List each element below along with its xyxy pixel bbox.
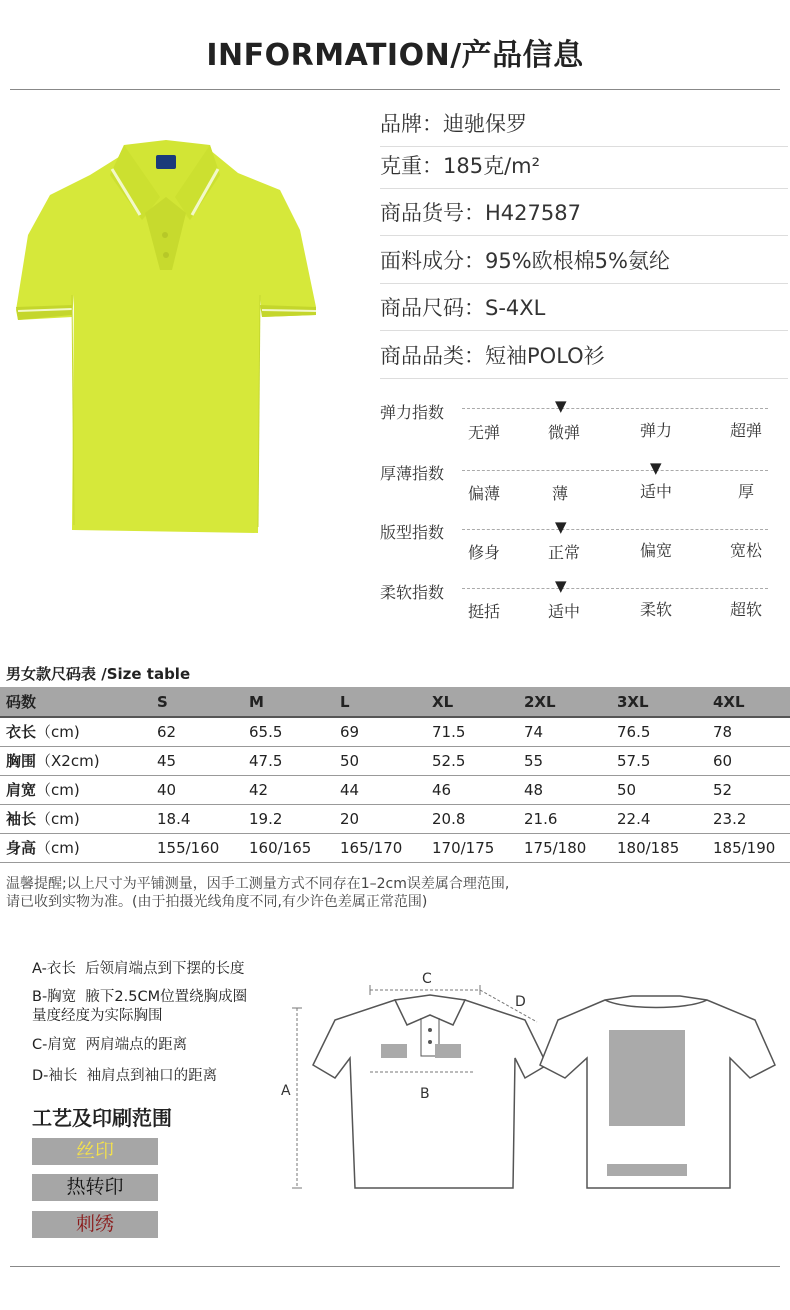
table-cell: 50 bbox=[611, 775, 707, 804]
index-fit-marker-icon: ▼ bbox=[555, 518, 567, 536]
header-cell: M bbox=[243, 687, 334, 717]
row-label-unit: （cm) bbox=[36, 810, 80, 828]
spec-size-range: 商品尺码：S-4XL bbox=[380, 284, 788, 331]
row-label bbox=[0, 746, 151, 775]
index-option: 弹力 bbox=[640, 421, 673, 440]
index-option: 正常 bbox=[548, 543, 581, 562]
table-cell: 155/160 bbox=[151, 833, 243, 862]
index-option: 适中 bbox=[640, 482, 673, 501]
index-option: 挺括 bbox=[468, 602, 501, 621]
spec-weight: 克重：185克/m² bbox=[380, 142, 788, 189]
index-fit-line bbox=[462, 529, 768, 530]
craft-heat-transfer: 热转印 bbox=[32, 1174, 158, 1201]
table-cell: 180/185 bbox=[611, 833, 707, 862]
table-cell: 47.5 bbox=[243, 746, 334, 775]
index-thickness-line bbox=[462, 470, 768, 471]
row-label-text: 身高 bbox=[6, 839, 37, 857]
index-thickness-label: 厚薄指数 bbox=[380, 464, 445, 483]
index-option: 宽松 bbox=[730, 541, 763, 560]
header-cell: XL bbox=[426, 687, 518, 717]
row-label-text: 胸围 bbox=[6, 752, 37, 770]
craft-embroidery: 刺绣 bbox=[32, 1211, 158, 1238]
measurement-diagram bbox=[275, 960, 780, 1200]
row-label-text: 衣长 bbox=[6, 723, 37, 742]
table-row bbox=[0, 804, 790, 833]
definition-key: D-袖长 bbox=[32, 1068, 78, 1084]
note-line: 温馨提醒;以上尺寸为平铺测量，因手工测量方式不同存在1–2cm误差属合理范围, bbox=[6, 876, 510, 892]
table-row bbox=[0, 775, 790, 804]
definition-shoulder bbox=[32, 1033, 187, 1054]
table-cell: 20 bbox=[334, 804, 426, 833]
row-label-unit: （cm) bbox=[36, 839, 80, 857]
row-label-text: 袖长 bbox=[6, 810, 37, 828]
row-label bbox=[0, 804, 151, 833]
index-softness-line bbox=[462, 588, 768, 589]
table-cell: 60 bbox=[707, 746, 790, 775]
diagram-label-a: A bbox=[281, 1083, 291, 1099]
table-cell: 22.4 bbox=[611, 804, 707, 833]
index-option: 微弹 bbox=[548, 423, 581, 442]
table-cell: 65.5 bbox=[243, 717, 334, 746]
header-cell: 4XL bbox=[707, 687, 790, 717]
definition-text: 袖肩点到袖口的距离 bbox=[86, 1068, 218, 1084]
index-option: 厚 bbox=[738, 482, 755, 501]
header-cell: L bbox=[334, 687, 426, 717]
definition-sleeve bbox=[32, 1064, 217, 1085]
table-row bbox=[0, 833, 790, 862]
table-cell: 71.5 bbox=[426, 717, 518, 746]
definition-text: 两肩端点的距离 bbox=[85, 1037, 188, 1053]
table-cell: 48 bbox=[518, 775, 611, 804]
row-label-unit: （cm) bbox=[36, 723, 80, 742]
definition-text: 腋下2.5CM位置绕胸成圈 bbox=[85, 989, 248, 1005]
spec-material: 面料成分：95%欧根棉5%氨纶 bbox=[380, 237, 788, 284]
index-option: 偏宽 bbox=[640, 541, 673, 560]
index-option: 薄 bbox=[552, 484, 569, 503]
index-option: 适中 bbox=[548, 602, 581, 621]
row-label bbox=[0, 833, 151, 862]
row-label bbox=[0, 775, 151, 804]
measurement-note bbox=[6, 875, 786, 911]
table-cell: 185/190 bbox=[707, 833, 790, 862]
table-cell: 160/165 bbox=[243, 833, 334, 862]
index-softness-label: 柔软指数 bbox=[380, 583, 445, 602]
table-row bbox=[0, 717, 790, 746]
product-image bbox=[10, 135, 322, 535]
index-option: 超软 bbox=[730, 600, 763, 619]
table-cell: 76.5 bbox=[611, 717, 707, 746]
definition-length bbox=[32, 957, 245, 978]
table-cell: 57.5 bbox=[611, 746, 707, 775]
craft-screen-print: 丝印 bbox=[32, 1138, 158, 1165]
table-cell: 44 bbox=[334, 775, 426, 804]
table-cell: 18.4 bbox=[151, 804, 243, 833]
table-cell: 50 bbox=[334, 746, 426, 775]
table-cell: 78 bbox=[707, 717, 790, 746]
header-cell: 码数 bbox=[0, 687, 151, 717]
table-cell: 46 bbox=[426, 775, 518, 804]
header-cell: 3XL bbox=[611, 687, 707, 717]
table-cell: 21.6 bbox=[518, 804, 611, 833]
index-thickness-marker-icon: ▼ bbox=[650, 459, 662, 477]
size-table-header-row bbox=[0, 687, 790, 717]
footer-divider bbox=[10, 1266, 780, 1267]
table-cell: 52.5 bbox=[426, 746, 518, 775]
index-elasticity-marker-icon: ▼ bbox=[555, 397, 567, 415]
table-cell: 74 bbox=[518, 717, 611, 746]
diagram-label-d: D bbox=[515, 994, 526, 1010]
table-cell: 19.2 bbox=[243, 804, 334, 833]
spec-category: 商品品类：短袖POLO衫 bbox=[380, 332, 788, 379]
index-option: 无弹 bbox=[468, 423, 501, 442]
table-cell: 52 bbox=[707, 775, 790, 804]
definition-text: 后领肩端点到下摆的长度 bbox=[85, 961, 245, 977]
index-option: 柔软 bbox=[640, 600, 673, 619]
index-option: 超弹 bbox=[730, 421, 763, 440]
header-cell: 2XL bbox=[518, 687, 611, 717]
craft-title: 工艺及印刷范围 bbox=[32, 1106, 172, 1130]
spec-brand: 品牌：迪驰保罗 bbox=[380, 100, 788, 147]
table-cell: 175/180 bbox=[518, 833, 611, 862]
index-option: 偏薄 bbox=[468, 484, 501, 503]
size-table-title: 男女款尺码表 /Size table bbox=[6, 665, 191, 683]
index-option: 修身 bbox=[468, 543, 501, 562]
note-line: 请已收到实物为准。(由于拍摄光线角度不同,有少许色差属正常范围) bbox=[6, 894, 428, 910]
table-cell: 42 bbox=[243, 775, 334, 804]
table-cell: 40 bbox=[151, 775, 243, 804]
definition-chest bbox=[32, 985, 247, 1006]
table-cell: 55 bbox=[518, 746, 611, 775]
size-table bbox=[0, 687, 790, 863]
spec-item-number: 商品货号：H427587 bbox=[380, 189, 788, 236]
index-elasticity-line bbox=[462, 408, 768, 409]
index-fit-label: 版型指数 bbox=[380, 523, 445, 542]
diagram-label-b: B bbox=[420, 1086, 430, 1102]
table-cell: 170/175 bbox=[426, 833, 518, 862]
row-label-unit: （cm) bbox=[36, 781, 80, 799]
table-cell: 69 bbox=[334, 717, 426, 746]
header-cell: S bbox=[151, 687, 243, 717]
row-label bbox=[0, 717, 151, 746]
index-elasticity-label: 弹力指数 bbox=[380, 403, 445, 422]
definition-chest-line2: 量度经度为实际胸围 bbox=[32, 1008, 163, 1024]
table-cell: 62 bbox=[151, 717, 243, 746]
definition-key: B-胸宽 bbox=[32, 989, 77, 1005]
table-cell: 45 bbox=[151, 746, 243, 775]
table-cell: 23.2 bbox=[707, 804, 790, 833]
row-label-text: 肩宽 bbox=[6, 781, 37, 799]
diagram-label-c: C bbox=[422, 971, 432, 987]
table-cell: 165/170 bbox=[334, 833, 426, 862]
definition-key: C-肩宽 bbox=[32, 1037, 77, 1053]
index-softness-marker-icon: ▼ bbox=[555, 577, 567, 595]
table-cell: 20.8 bbox=[426, 804, 518, 833]
row-label-unit: （X2cm) bbox=[36, 752, 100, 770]
header-divider bbox=[10, 89, 780, 90]
definition-key: A-衣长 bbox=[32, 961, 76, 977]
table-row bbox=[0, 746, 790, 775]
page-title: INFORMATION/产品信息 bbox=[206, 38, 584, 73]
